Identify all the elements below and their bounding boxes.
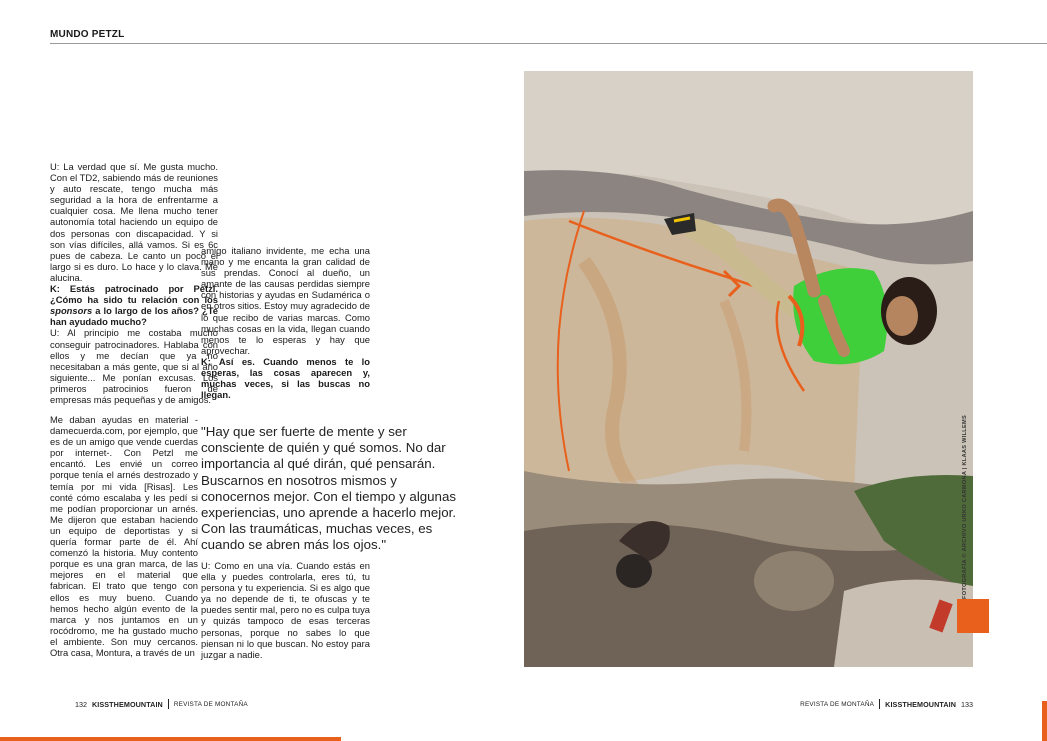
photo-credit: FOTOGRAFÍA © ARCHIVO URKO CARMONA | KLAAS WILLEMS (962, 414, 968, 599)
page-number: 132 (75, 699, 87, 709)
page-number: 133 (961, 699, 973, 709)
folio-separator (879, 699, 880, 709)
pull-quote: "Hay que ser fuerte de mente y ser consciente de quién y qué somos. No dar importancia al qué dirán, qué pensarán. Buscarnos en nosotros mismos y conocernos mejor. Con el tiempo y algunas experiencias, uno aprende a hacerlo mejor. Con las traumáticas, muchas veces, es cuando se abren más los ojos." (201, 424, 457, 553)
magazine-brand: KISSTHEMOUNTAIN (885, 699, 956, 709)
question-text: K: Estás patrocinado por Petzl. ¿Cómo ha sido tu relación con los (50, 283, 218, 306)
footer-right (800, 699, 973, 709)
question-text-end: a lo largo de los años? ¿Te han ayudado mucho? (50, 305, 218, 328)
magazine-brand: KISSTHEMOUNTAIN (92, 699, 163, 709)
magazine-subtitle: REVISTA DE MONTAÑA (173, 700, 248, 708)
climbing-photo-illustration (524, 71, 973, 667)
section-label: MUNDO PETZL (50, 29, 125, 40)
footer-left (75, 699, 248, 709)
answer-paragraph: Me daban ayudas en material -damecuerda.com, por ejemplo, que es de un amigo que vende cuerdas por internet-. Con Petzl me encantó. Les envié un correo porque tenía el arnés destrozado y temía por mi vida [Risas]. Les conté cómo escalaba y les pedí si me podían proporcionar un arnés. Me dijeron que estaban haciendo un equipo de deportistas y si quería formar parte de él. Ahí comenzó la historia. Muy contento porque es una gran marca, de las mejores en el material que fabrican. El trato que tengo con ellos es muy bueno. Cuando hemos hecho algún evento de la marca y nos juntamos en un rocódromo, me ha gustado mucho el ambiente. Son muy cercanos. Otra casa, Montura, a través de un (50, 414, 198, 658)
text-column-3 (201, 560, 370, 660)
magazine-subtitle: REVISTA DE MONTAÑA (800, 700, 875, 708)
photo-corner-tab (957, 599, 989, 633)
question-paragraph (201, 356, 370, 400)
answer-paragraph: U: La verdad que sí. Me gusta mucho. Con el TD2, sabiendo más de reuniones y auto rescate, tengo mucha más seguridad a la hora de enfrentarme a cualquier cosa. Me llena mucho tener autonomía total haciendo un equipo de dos personas con discapacidad. Y si son vías difíciles, allá vamos. Si es 6c pues de cabeza. Le canto un poco el largo si es duro. Lo hace y lo clava. Me alucina. (50, 161, 218, 283)
question-paragraph (50, 283, 218, 327)
climbing-photo (524, 71, 973, 667)
question-text: K: Así es. Cuando menos te lo esperas, las cosas aparecen y, muchas veces, si las buscas no llegan. (201, 355, 370, 401)
top-rule (50, 43, 1047, 44)
folio-separator (168, 699, 169, 709)
answer-paragraph: U: Como en una vía. Cuando estás en ella y puedes controlarla, eres tú, tu persona y tu experiencia. Si es algo que ya no depende de ti, te ofuscas y te puedes sentir mal, pero no es culpa tuya y quizás tampoco de esas terceras personas, porque no sabes lo que piensan ni lo que buscan. No estoy para juzgar a nadie. (201, 560, 370, 660)
answer-paragraph: U: Al principio me costaba mucho conseguir patrocinadores. Hablaba con ellos y me decían que ya no necesitaban a más gente, que si al año siguiente... Me ponían excusas. Los primeros patrocinios fueron de empresas más pequeñas y de amigos. (50, 327, 218, 405)
text-column-1-lower (50, 414, 198, 658)
answer-paragraph: amigo italiano invidente, me echa una mano y me encanta la gran calidad de sus prendas. Conocí al dueño, un amante de las causas perdidas siempre con historias y ayudas en Sudamérica o en otros sitios. Estoy muy agradecido de lo que recibo de varias marcas. Como muchas cosas en la vida, llegan cuando menos te lo esperas y hay que aprovechar. (201, 245, 370, 356)
text-column-1 (50, 161, 218, 405)
accent-bar-left (0, 737, 341, 741)
question-emphasis: sponsors (50, 305, 93, 317)
text-column-2 (201, 245, 370, 400)
accent-bar-right (1042, 701, 1047, 741)
